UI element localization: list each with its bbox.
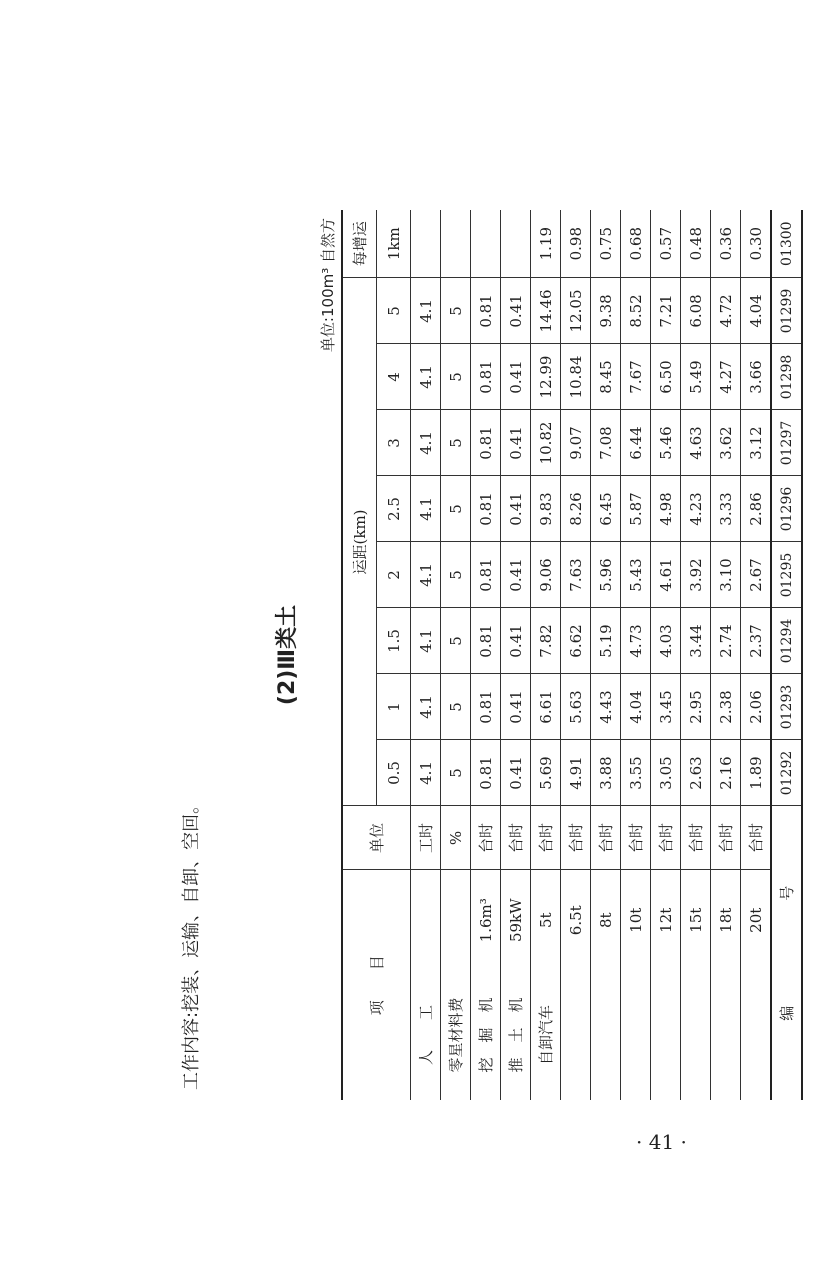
row-item-name [711,970,741,1100]
row-value: 4.27 [711,344,741,410]
row-extra: 1.19 [531,210,561,278]
row-value: 4.1 [411,608,441,674]
header-distance: 1.5 [377,608,411,674]
row-item-spec: 59kW [501,870,531,970]
row-item-name: 自卸汽车 [531,970,561,1100]
row-value: 4.1 [411,344,441,410]
table-row [411,210,441,1100]
row-item-spec: 1.6m³ [471,870,501,970]
row-value: 5 [441,740,471,806]
row-value: 4.61 [651,542,681,608]
row-unit: 台时 [501,806,531,870]
row-value: 1.89 [741,740,772,806]
table-row [531,210,561,1100]
row-value: 4.04 [741,278,772,344]
row-item-spec: 18t [711,870,741,970]
row-value: 2.67 [741,542,772,608]
row-value: 0.81 [471,410,501,476]
row-unit: 台时 [741,806,772,870]
row-value: 0.81 [471,278,501,344]
row-extra: 0.57 [651,210,681,278]
row-item-name [681,970,711,1100]
row-value: 0.41 [501,410,531,476]
row-value: 0.41 [501,740,531,806]
code-value: 01300 [771,210,802,278]
row-value: 8.26 [561,476,591,542]
row-value: 9.83 [531,476,561,542]
row-value: 3.55 [621,740,651,806]
row-value: 3.62 [711,410,741,476]
row-item-spec: 12t [651,870,681,970]
row-value: 9.38 [591,278,621,344]
row-value: 4.1 [411,476,441,542]
row-value: 4.04 [621,674,651,740]
row-value: 0.81 [471,344,501,410]
row-value: 6.45 [591,476,621,542]
row-value: 5.19 [591,608,621,674]
row-value: 14.46 [531,278,561,344]
unit-note: 单位:100m³ 自然方 [319,218,337,353]
row-value: 8.52 [621,278,651,344]
row-extra: 0.30 [741,210,772,278]
header-distance: 2 [377,542,411,608]
row-item-name: 人 工 [411,970,441,1100]
row-value: 7.82 [531,608,561,674]
row-item-name: 挖 掘 机 [471,970,501,1100]
row-extra [441,210,471,278]
row-value: 4.73 [621,608,651,674]
row-unit: 台时 [591,806,621,870]
row-value: 5.49 [681,344,711,410]
code-value: 01292 [771,740,802,806]
row-value: 3.66 [741,344,772,410]
row-value: 9.06 [531,542,561,608]
row-extra [411,210,441,278]
page-title: (2)Ⅲ类土 [275,604,300,706]
header-distance: 2.5 [377,476,411,542]
row-unit: 工时 [411,806,441,870]
rotated-page-content [175,210,796,1100]
row-value: 5 [441,608,471,674]
row-item-name: 推 土 机 [501,970,531,1100]
row-value: 3.88 [591,740,621,806]
code-value: 01296 [771,476,802,542]
header-distance: 4 [377,344,411,410]
table-row [501,210,531,1100]
table-row [711,210,741,1100]
header-distance-group: 运距(km) [342,278,377,806]
row-unit: 台时 [711,806,741,870]
table-row [651,210,681,1100]
row-value: 3.92 [681,542,711,608]
table-row [621,210,651,1100]
row-value: 5.43 [621,542,651,608]
header-extra-top: 每增运 [342,210,377,278]
header-unit: 单位 [342,806,411,870]
row-item-spec: 5t [531,870,561,970]
row-value: 10.84 [561,344,591,410]
page-number: · 41 · [636,1130,687,1154]
row-value: 4.1 [411,740,441,806]
header-distance: 3 [377,410,411,476]
row-value: 4.63 [681,410,711,476]
row-unit: 台时 [561,806,591,870]
row-value: 5 [441,674,471,740]
row-value: 5 [441,344,471,410]
code-value: 01299 [771,278,802,344]
row-extra: 0.75 [591,210,621,278]
header-item: 项 目 [342,870,411,1100]
row-value: 3.45 [651,674,681,740]
table-row [441,210,471,1100]
row-value: 5 [441,410,471,476]
row-value: 0.81 [471,608,501,674]
row-value: 0.81 [471,476,501,542]
row-value: 7.67 [621,344,651,410]
row-unit: 台时 [621,806,651,870]
row-value: 3.12 [741,410,772,476]
row-value: 2.74 [711,608,741,674]
row-value: 10.82 [531,410,561,476]
row-value: 3.10 [711,542,741,608]
row-value: 7.21 [651,278,681,344]
row-unit: 台时 [681,806,711,870]
row-value: 6.08 [681,278,711,344]
row-value: 2.16 [711,740,741,806]
row-value: 6.50 [651,344,681,410]
row-value: 4.1 [411,278,441,344]
header-extra-bottom: 1km [377,210,411,278]
header-distance: 0.5 [377,740,411,806]
row-value: 6.44 [621,410,651,476]
row-value: 7.63 [561,542,591,608]
row-value: 2.06 [741,674,772,740]
row-value: 6.61 [531,674,561,740]
row-value: 5.46 [651,410,681,476]
row-value: 0.81 [471,674,501,740]
row-unit: 台时 [651,806,681,870]
row-value: 4.43 [591,674,621,740]
code-value: 01297 [771,410,802,476]
row-value: 0.41 [501,476,531,542]
row-value: 0.81 [471,740,501,806]
code-value: 01298 [771,344,802,410]
code-value: 01293 [771,674,802,740]
row-value: 2.37 [741,608,772,674]
row-item-name: 零星材料费 [441,970,471,1100]
row-value: 4.98 [651,476,681,542]
table-row [681,210,711,1100]
row-value: 2.86 [741,476,772,542]
row-item-spec [441,870,471,970]
row-value: 0.81 [471,542,501,608]
header-row-1 [342,210,377,1100]
row-value: 3.05 [651,740,681,806]
row-unit: % [441,806,471,870]
row-value: 5.69 [531,740,561,806]
row-item-name [621,970,651,1100]
row-item-spec [411,870,441,970]
row-value: 5.87 [621,476,651,542]
row-value: 2.38 [711,674,741,740]
table-row [561,210,591,1100]
row-value: 4.91 [561,740,591,806]
row-value: 7.08 [591,410,621,476]
row-value: 2.95 [681,674,711,740]
row-value: 5.63 [561,674,591,740]
row-unit: 台时 [531,806,561,870]
row-extra [471,210,501,278]
row-extra [501,210,531,278]
row-item-spec: 10t [621,870,651,970]
row-value: 6.62 [561,608,591,674]
row-item-name [651,970,681,1100]
code-value: 01295 [771,542,802,608]
row-value: 2.63 [681,740,711,806]
row-value: 8.45 [591,344,621,410]
table-row [741,210,772,1100]
row-value: 4.1 [411,674,441,740]
row-value: 5.96 [591,542,621,608]
row-item-name [561,970,591,1100]
row-value: 4.1 [411,410,441,476]
row-value: 4.72 [711,278,741,344]
row-item-spec: 6.5t [561,870,591,970]
row-value: 3.44 [681,608,711,674]
row-extra: 0.98 [561,210,591,278]
code-row [771,210,802,1100]
header-distance: 1 [377,674,411,740]
row-value: 3.33 [711,476,741,542]
row-value: 5 [441,542,471,608]
row-value: 0.41 [501,278,531,344]
row-value: 12.99 [531,344,561,410]
row-extra: 0.48 [681,210,711,278]
row-extra: 0.36 [711,210,741,278]
table-row [591,210,621,1100]
row-value: 0.41 [501,542,531,608]
row-value: 4.03 [651,608,681,674]
code-label: 编 号 [771,806,802,1100]
row-value: 12.05 [561,278,591,344]
work-content: 工作内容:挖装、运输、自卸、空回。 [181,795,202,1090]
row-value: 0.41 [501,608,531,674]
row-value: 0.41 [501,674,531,740]
row-extra: 0.68 [621,210,651,278]
row-item-name [741,970,772,1100]
row-value: 9.07 [561,410,591,476]
code-value: 01294 [771,608,802,674]
row-item-name [591,970,621,1100]
row-item-spec: 15t [681,870,711,970]
row-unit: 台时 [471,806,501,870]
quota-table [341,210,803,1100]
header-distance: 5 [377,278,411,344]
row-value: 0.41 [501,344,531,410]
row-value: 4.23 [681,476,711,542]
row-value: 5 [441,476,471,542]
row-value: 5 [441,278,471,344]
table-row [471,210,501,1100]
row-item-spec: 20t [741,870,772,970]
row-value: 4.1 [411,542,441,608]
row-item-spec: 8t [591,870,621,970]
